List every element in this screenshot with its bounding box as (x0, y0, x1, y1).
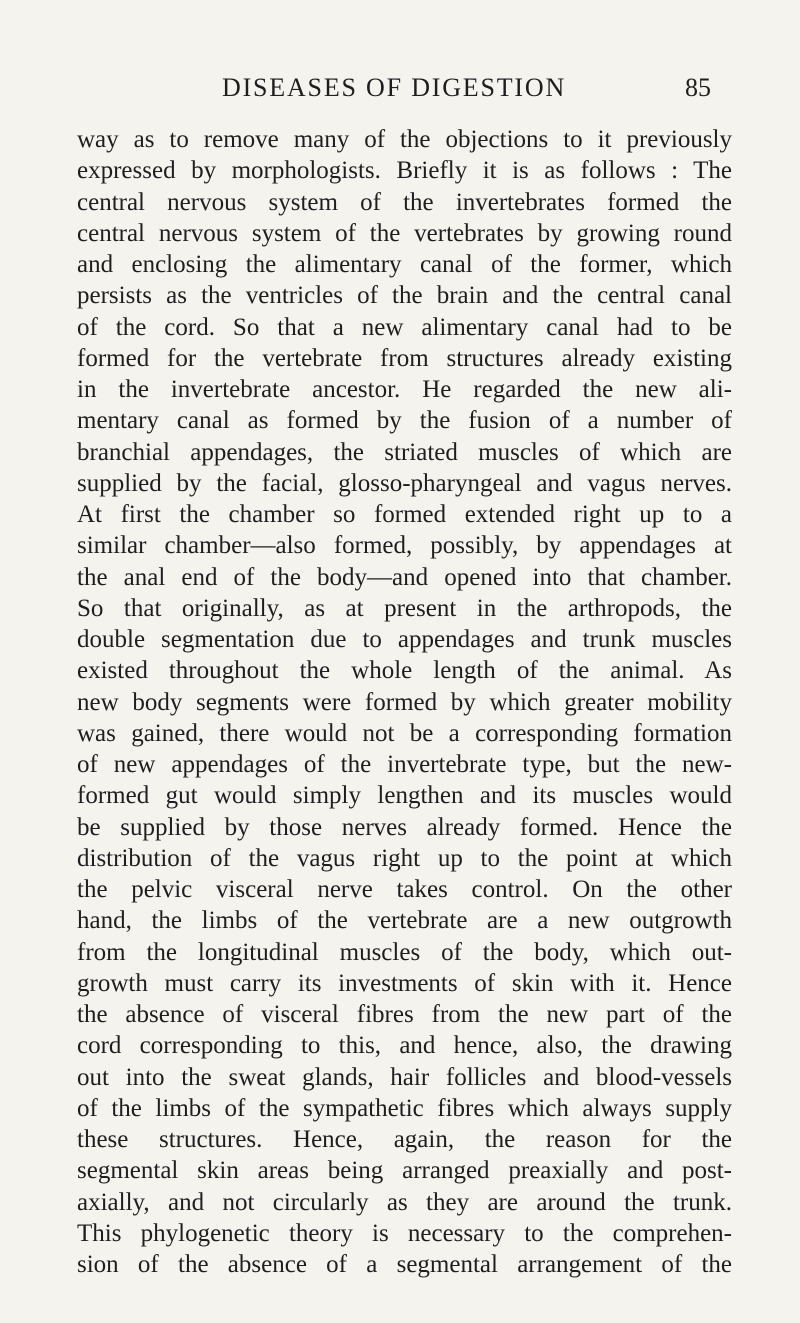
text-line: of new appendages of the invertebrate type, but the new- (77, 751, 732, 778)
text-line: these structures. Hence, again, the reason for the (77, 1126, 732, 1153)
text-line: expressed by morphologists. Briefly it is as follows : The (77, 157, 732, 185)
running-title: DISEASES OF DIGESTION (222, 73, 567, 102)
text-line: new body segments were formed by which greater mobility (77, 688, 732, 716)
text-line: central nervous system of the vertebrates by growing round (77, 219, 732, 247)
body-text (77, 124, 732, 1280)
text-line: of the cord. So that a new alimentary canal had to be (77, 313, 732, 341)
text-line: At first the chamber so formed extended right up to a (77, 501, 732, 528)
text-line: from the longitudinal muscles of the body, which out- (77, 938, 732, 966)
text-line: persists as the ventricles of the brain and the central canal (77, 282, 732, 310)
text-line: double segmentation due to appendages and trunk muscles (77, 626, 732, 653)
text-line: mentary canal as formed by the fusion of a number of (77, 407, 732, 435)
text-line: This phylogenetic theory is necessary to the comprehen- (77, 1219, 732, 1247)
text-line: way as to remove many of the objections to it previously (77, 126, 732, 153)
text-line: segmental skin areas being arranged preaxially and post- (77, 1157, 732, 1185)
text-line: was gained, there would not be a corresponding formation (77, 719, 732, 747)
text-line: in the invertebrate ancestor. He regarded the new ali- (77, 376, 732, 403)
running-head (0, 73, 800, 113)
text-line: and enclosing the alimentary canal of the former, which (77, 251, 732, 278)
text-line: central nervous system of the invertebrates formed the (77, 188, 732, 216)
text-line: the pelvic visceral nerve takes control. On the other (77, 876, 732, 903)
text-line: hand, the limbs of the vertebrate are a new outgrowth (77, 907, 732, 935)
text-line: branchial appendages, the striated muscles of which are (77, 438, 732, 466)
text-line: similar chamber—also formed, possibly, by appendages at (77, 532, 732, 560)
text-line: formed gut would simply lengthen and its muscles would (77, 782, 732, 810)
text-line: existed throughout the whole length of the animal. As (77, 657, 732, 685)
text-line: formed for the vertebrate from structures already existing (77, 344, 732, 372)
text-line: out into the sweat glands, hair follicles and blood-vessels (77, 1063, 732, 1091)
text-line: growth must carry its investments of skin with it. Hence (77, 969, 732, 997)
text-line: sion of the absence of a segmental arrangement of the (77, 1251, 732, 1278)
text-line: the absence of visceral fibres from the new part of the (77, 1001, 732, 1028)
text-line: cord corresponding to this, and hence, also, the drawing (77, 1032, 732, 1060)
text-line: axially, and not circularly as they are around the trunk. (77, 1188, 732, 1216)
text-line: distribution of the vagus right up to the point at which (77, 844, 732, 872)
text-line: supplied by the facial, glosso-pharyngeal and vagus nerves. (77, 469, 732, 497)
text-line: be supplied by those nerves already formed. Hence the (77, 813, 732, 841)
text-line: the anal end of the body—and opened into that chamber. (77, 563, 732, 591)
text-line: So that originally, as at present in the arthropods, the (77, 594, 732, 622)
page-number: 85 (685, 73, 711, 102)
text-line: of the limbs of the sympathetic fibres which always supply (77, 1094, 732, 1122)
